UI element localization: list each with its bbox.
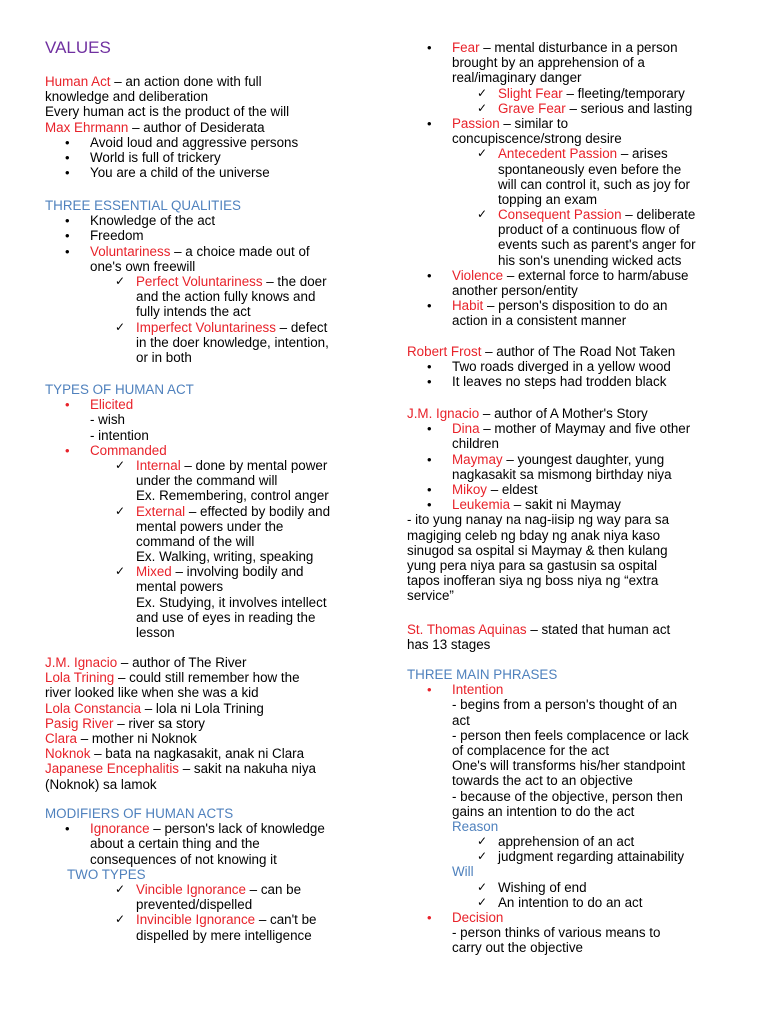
section-heading: MODIFIERS OF HUMAN ACTS	[45, 806, 234, 821]
list-item: • Ignorance – person's lack of knowledge	[45, 821, 375, 836]
list-item: • World is full of trickery	[45, 150, 375, 165]
list-item: • Decision	[407, 910, 747, 925]
check-item: ✓ apprehension of an act	[407, 834, 747, 849]
check-item: ✓ An intention to do an act	[407, 895, 747, 910]
list-item: • Passion – similar to	[407, 116, 747, 131]
page-title: VALUES	[45, 38, 111, 57]
check-item: ✓ Internal – done by mental power	[45, 458, 375, 473]
three-qualities-block: THREE ESSENTIAL QUALITIES • Knowledge of the act • Freedom • Voluntariness – a choice made out of one's own freewill ✓ Perfect Voluntariness – the doer and the action fully knows and fully intends the act ✓ Imperfect Voluntariness – defect in the doer knowledge, intention, or in both	[45, 198, 375, 365]
list-item: • Avoid loud and aggressive persons	[45, 135, 375, 150]
sub-heading: TWO TYPES	[67, 866, 146, 882]
check-item: ✓ Antecedent Passion – arises	[407, 146, 747, 161]
ehrmann-term: Max Ehrmann	[45, 119, 129, 135]
check-item: ✓ Vincible Ignorance – can be	[45, 882, 375, 897]
page-title-block	[45, 38, 375, 58]
human-act-block: Human Act – an action done with full knowledge and deliberation Every human act is the product of the will Max Ehrmann – author of Desiderata • Avoid loud and aggressive persons • World is full of trickery • You are a child of the universe	[45, 74, 375, 180]
list-item: • Violence – external force to harm/abuse	[407, 268, 747, 283]
list-item: • It leaves no steps had trodden black	[407, 374, 747, 389]
check-item: ✓ Slight Fear – fleeting/temporary	[407, 86, 747, 101]
check-item: ✓ Invincible Ignorance – can't be	[45, 912, 375, 927]
frost-block: Robert Frost – author of The Road Not Taken • Two roads diverged in a yellow wood • It leaves no steps had trodden black	[407, 344, 747, 390]
section-heading: THREE MAIN PHRASES	[407, 667, 558, 682]
sub-heading: Will	[452, 864, 474, 880]
list-item: • Maymay – youngest daughter, yung	[407, 452, 747, 467]
check-item: ✓ External – effected by bodily and	[45, 504, 375, 519]
mothers-story-block: J.M. Ignacio – author of A Mother's Story • Dina – mother of Maymay and five other children • Maymay – youngest daughter, yung nagkasakit sa mismong birthday niya • Mikoy – eldest • Leukemia – sakit ni Maymay - ito yung nanay na nag-iisip ng way para sa magiging celeb ng bday ng anak niya kaso sinugod sa ospital si Maymay & then kulang yung pera niya para sa gastusin sa ospital tapos inofferan siya ng boss niya ng “extra service”	[407, 406, 747, 603]
types-block: TYPES OF HUMAN ACT • Elicited - wish - intention • Commanded ✓ Internal – done by mental power under the command will Ex. Remembering, control anger ✓ External – effected by bodily and mental powers under the command of the will Ex. Walking, writing, speaking ✓ Mixed – involving bodily and mental powers Ex. Studying, it involves intellect and use of eyes in reading the lesson	[45, 382, 375, 640]
aquinas-block: St. Thomas Aquinas – stated that human act has 13 stages	[407, 622, 671, 653]
modifiers-block: MODIFIERS OF HUMAN ACTS • Ignorance – person's lack of knowledge about a certain thing and the consequences of not knowing it TWO TYPES ✓ Vincible Ignorance – can be prevented/dispelled ✓ Invincible Ignorance – can't be dispelled by mere intelligence	[45, 806, 375, 943]
section-heading: TYPES OF HUMAN ACT	[45, 382, 194, 397]
list-item: • Commanded	[45, 443, 375, 458]
list-item: • Knowledge of the act	[45, 213, 375, 228]
list-item: • Freedom	[45, 228, 375, 243]
list-item: • Two roads diverged in a yellow wood	[407, 359, 747, 374]
list-item: • Intention	[407, 682, 747, 697]
list-item: • Leukemia – sakit ni Maymay	[407, 497, 747, 512]
fear-passion-block: • Fear – mental disturbance in a person brought by an apprehension of a real/imaginary danger ✓ Slight Fear – fleeting/temporary ✓ Grave Fear – serious and lasting • Passion – similar to concupiscence/strong desire ✓ Antecedent Passion – arises spontaneously even before the will can control it, such as joy for topping an exam ✓ Consequent Passion – deliberate product of a continuous flow of events such as parent's anger for his son's unending wicked acts • Violence – external force to harm/abuse another person/entity • Habit – person's disposition to do an action in a consistent manner	[407, 40, 747, 329]
check-item: ✓ judgment regarding attainability	[407, 849, 747, 864]
human-act-term: Human Act	[45, 74, 111, 89]
check-item: ✓ Perfect Voluntariness – the doer	[45, 274, 375, 289]
list-item: • Voluntariness – a choice made out of	[45, 244, 375, 259]
check-item: ✓ Grave Fear – serious and lasting	[407, 101, 747, 116]
list-item: • Dina – mother of Maymay and five other	[407, 421, 747, 436]
check-item: ✓ Mixed – involving bodily and	[45, 564, 375, 579]
phrases-block: THREE MAIN PHRASES • Intention - begins from a person's thought of an act - person then feels complacence or lack of complacence for the act One's will transforms his/her standpoint towards the act to an objective - because of the objective, person then gains an intention to do the act Reason ✓ apprehension of an act ✓ judgment regarding attainability Will ✓ Wishing of end ✓ An intention to do an act • Decision - person thinks of various means to carry out the objective	[407, 667, 747, 956]
sub-heading: Reason	[452, 818, 499, 834]
list-item: • Habit – person's disposition to do an	[407, 298, 747, 313]
list-item: • You are a child of the universe	[45, 165, 375, 180]
list-item: • Fear – mental disturbance in a person	[407, 40, 747, 55]
human-act-line: Human Act – an action done with full	[45, 74, 262, 89]
section-heading: THREE ESSENTIAL QUALITIES	[45, 198, 241, 213]
ehrmann-line: Max Ehrmann – author of Desiderata	[45, 119, 265, 135]
check-item: ✓ Imperfect Voluntariness – defect	[45, 320, 375, 335]
river-block: J.M. Ignacio – author of The River Lola Trining – could still remember how the river looked like when she was a kid Lola Constancia – lola ni Lola Trining Pasig River – river sa story Clara – mother ni Noknok Noknok – bata na nagkasakit, anak ni Clara Japanese Encephalitis – sakit na nakuha niya (Noknok) sa lamok	[45, 655, 316, 792]
list-item: • Elicited	[45, 397, 375, 412]
check-item: ✓ Wishing of end	[407, 880, 747, 895]
list-item: • Mikoy – eldest	[407, 482, 747, 497]
check-item: ✓ Consequent Passion – deliberate	[407, 207, 747, 222]
